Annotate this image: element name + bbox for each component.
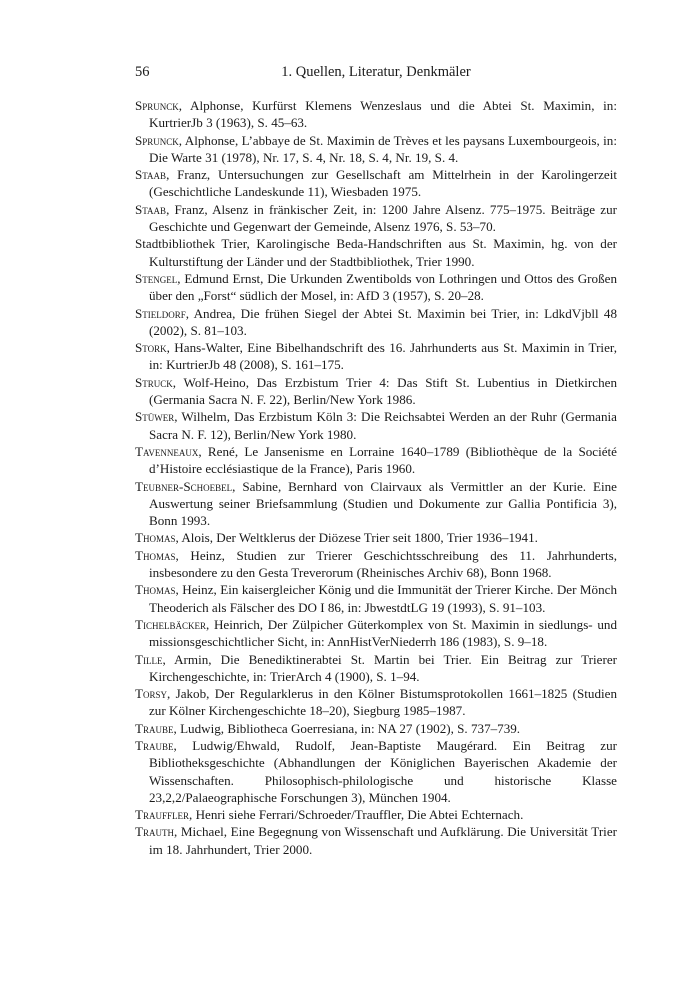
entry-author: Tavenneaux: [135, 443, 199, 459]
entry-text: , Heinz, Ein kaisergleicher König und die Immunität der Trierer Kirche. Der Mönch Theoderich als Fälscher des DO I 86, in: JbwestdtLG 19 (1993), S. 91–103.: [149, 582, 617, 615]
entry-author: Stengel: [135, 270, 178, 286]
bibliography-entry: [135, 823, 617, 858]
bibliography-entry: [135, 685, 617, 720]
entry-author: Traube: [135, 737, 174, 753]
entry-author: Trauffler: [135, 807, 190, 823]
bibliography-entry: [135, 651, 617, 686]
bibliography-entry: [135, 616, 617, 651]
entry-text: , Alphonse, L’abbaye de St. Maximin de Trèves et les paysans Luxembourgeois, in: Die Warte 31 (1978), Nr. 17, S. 4, Nr. 18, S. 4, Nr. 19, S. 4.: [149, 132, 617, 165]
entry-text: , Heinrich, Der Zülpicher Güterkomplex von St. Maximin in siedlungs- und missionsgeschichtlicher Sicht, in: AnnHistVerNiederrh 186 (1983), S. 9–18.: [149, 616, 617, 650]
entry-text: , Hans-Walter, Eine Bibelhandschrift des 16. Jahrhunderts aus St. Maximin in Trier, in: KurtrierJb 48 (2008), S. 161–175.: [149, 340, 617, 373]
bibliography-entry: [135, 478, 617, 530]
bibliography-list: [135, 97, 617, 858]
entry-text: , Armin, Die Benediktinerabtei St. Martin bei Trier. Ein Beitrag zur Trierer Kirchengeschichte, in: TrierArch 4 (1900), S. 1–94.: [149, 651, 617, 684]
running-title: 1. Quellen, Literatur, Denkmäler: [281, 64, 471, 80]
entry-author: Teubner-Schoebel: [135, 478, 233, 494]
page-header: [135, 62, 617, 82]
bibliography-entry: [135, 270, 617, 305]
entry-author: Tille: [135, 651, 163, 667]
bibliography-entry: [135, 529, 617, 546]
bibliography-entry: [135, 720, 617, 737]
bibliography-entry: [135, 305, 617, 340]
entry-text: , Alphonse, Kurfürst Klemens Wenzeslaus und die Abtei St. Maximin, in: KurtrierJb 3 (1963), S. 45–63.: [149, 98, 617, 131]
bibliography-entry: [135, 201, 617, 236]
entry-text: , Andrea, Die frühen Siegel der Abtei St. Maximin bei Trier, in: LdkdVjbll 48 (2002), S. 81–103.: [149, 305, 617, 338]
entry-text: , René, Le Jansenisme en Lorraine 1640–1789 (Bibliothèque de la Société d’Histoire ecclésiastique de la France), Paris 1960.: [149, 443, 617, 477]
entry-text: , Franz, Untersuchungen zur Gesellschaft am Mittelrhein in der Karolingerzeit (Geschichtliche Landeskunde 11), Wiesbaden 1975.: [149, 167, 617, 200]
entry-text: , Wolf-Heino, Das Erzbistum Trier 4: Das Stift St. Lubentius in Dietkirchen (Germania Sacra N. F. 22), Berlin/New York 1986.: [149, 374, 617, 408]
entry-author: Traube: [135, 720, 174, 736]
bibliography-entry: [135, 806, 617, 823]
entry-author: Thomas: [135, 530, 176, 546]
entry-author: Thomas: [135, 582, 176, 598]
bibliography-entry: [135, 737, 617, 806]
entry-author: Tichelbäcker: [135, 616, 206, 632]
bibliography-entry: [135, 339, 617, 374]
page-number: 56: [135, 64, 150, 80]
entry-text: , Edmund Ernst, Die Urkunden Zwentibolds von Lothringen und Ottos des Großen über den „Forst“ südlich der Mosel, in: AfD 3 (1957), S. 20–28.: [149, 270, 617, 304]
entry-author: Stork: [135, 340, 167, 356]
entry-author: Thomas: [135, 547, 176, 563]
entry-author: Stieldorf: [135, 305, 186, 321]
bibliography-entry: [135, 235, 617, 270]
entry-author: Struck: [135, 374, 173, 390]
entry-text: , Alois, Der Weltklerus der Diözese Trier seit 1800, Trier 1936–1941.: [175, 530, 538, 546]
entry-author: Staab: [135, 167, 167, 183]
entry-author: Trauth: [135, 824, 174, 840]
entry-author: Staab: [135, 201, 167, 217]
entry-author: Sprunck: [135, 132, 179, 148]
bibliography-entry: [135, 581, 617, 616]
entry-text: , Franz, Alsenz in fränkischer Zeit, in: 1200 Jahre Alsenz. 775–1975. Beiträge zur Geschichte und Gegenwart der Gemeinde, Alsenz 1976, S. 53–70.: [149, 201, 617, 235]
entry-text: , Michael, Eine Begegnung von Wissenschaft und Aufklärung. Die Universität Trier im 18. Jahrhundert, Trier 2000.: [149, 824, 617, 857]
entry-text: Stadtbibliothek Trier, Karolingische Beda-Handschriften aus St. Maximin, hg. von der Kulturstiftung der Länder und der Stadtbibliothek, Trier 1990.: [135, 236, 617, 269]
bibliography-entry: [135, 132, 617, 167]
entry-text: , Ludwig, Bibliotheca Goerresiana, in: NA 27 (1902), S. 737–739.: [173, 720, 521, 736]
bibliography-entry: [135, 408, 617, 443]
entry-text: , Heinz, Studien zur Trierer Geschichtsschreibung des 11. Jahrhunderts, insbesondere zu den Gesta Treverorum (Rheinisches Archiv 68), Bonn 1968.: [149, 547, 617, 581]
bibliography-entry: [135, 166, 617, 201]
entry-author: Stüwer: [135, 409, 175, 425]
entry-text: , Jakob, Der Regularklerus in den Kölner Bistumsprotokollen 1661–1825 (Studien zur Kölner Kirchengeschichte 18–20), Siegburg 1985–1987.: [149, 686, 617, 719]
entry-text: , Ludwig/Ehwald, Rudolf, Jean-Baptiste Maugérard. Ein Beitrag zur Bibliotheksgeschichte (Abhandlungen der Königlichen Bayerischen Akademie der Wissenschaften. Philosophisch-philologische und historische Klasse 23,2,2/Palaeographische Forschungen 3), München 1904.: [149, 737, 617, 805]
bibliography-entry: [135, 97, 617, 132]
entry-author: Torsy: [135, 686, 168, 702]
entry-text: , Sabine, Bernhard von Clairvaux als Vermittler an der Kurie. Eine Auswertung seiner Briefsammlung (Studien und Dokumente zur Gallia Pontificia 3), Bonn 1993.: [149, 478, 617, 529]
bibliography-entry: [135, 547, 617, 582]
entry-author: Sprunck: [135, 98, 179, 113]
entry-text: , Henri siehe Ferrari/Schroeder/Trauffler, Die Abtei Echternach.: [189, 807, 524, 823]
bibliography-entry: [135, 443, 617, 478]
bibliography-entry: [135, 374, 617, 409]
entry-text: , Wilhelm, Das Erzbistum Köln 3: Die Reichsabtei Werden an der Ruhr (Germania Sacra N. F. 12), Berlin/New York 1980.: [149, 409, 617, 442]
